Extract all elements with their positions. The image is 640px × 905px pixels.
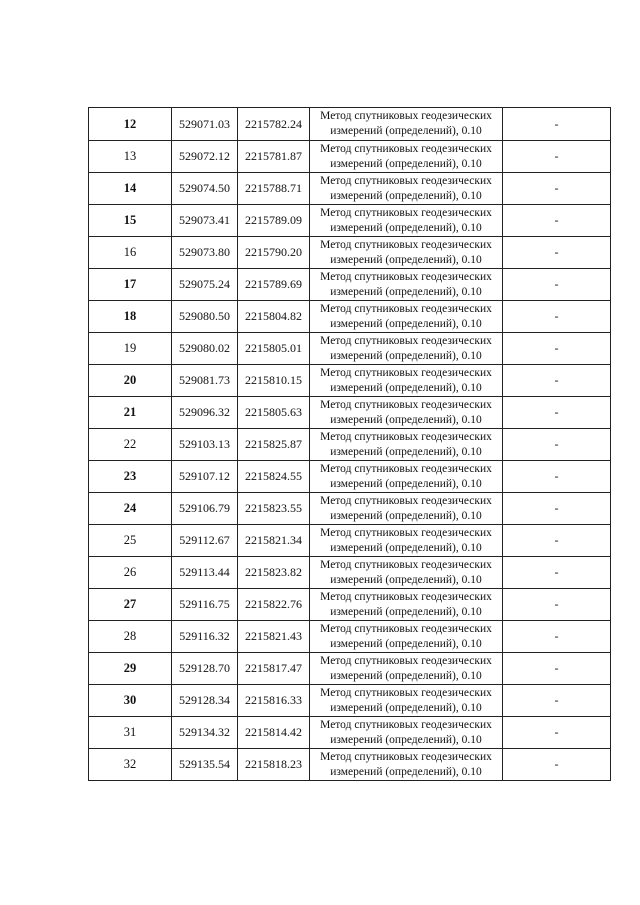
point-number-cell: 29 bbox=[89, 653, 172, 685]
point-number-cell: 28 bbox=[89, 621, 172, 653]
x-coordinate-cell: 529075.24 bbox=[172, 269, 238, 301]
y-coordinate-cell: 2215810.15 bbox=[238, 365, 310, 397]
x-coordinate-cell: 529081.73 bbox=[172, 365, 238, 397]
table-row bbox=[89, 525, 611, 557]
method-cell: Метод спутниковых геодезических измерений (определений), 0.10 bbox=[310, 493, 503, 525]
note-cell: - bbox=[503, 493, 611, 525]
point-number-cell: 14 bbox=[89, 173, 172, 205]
x-coordinate-cell: 529080.02 bbox=[172, 333, 238, 365]
point-number-cell: 26 bbox=[89, 557, 172, 589]
method-cell: Метод спутниковых геодезических измерений (определений), 0.10 bbox=[310, 141, 503, 173]
y-coordinate-cell: 2215789.09 bbox=[238, 205, 310, 237]
table-row bbox=[89, 365, 611, 397]
y-coordinate-cell: 2215823.82 bbox=[238, 557, 310, 589]
x-coordinate-cell: 529073.41 bbox=[172, 205, 238, 237]
y-coordinate-cell: 2215821.34 bbox=[238, 525, 310, 557]
point-number-cell: 23 bbox=[89, 461, 172, 493]
method-cell: Метод спутниковых геодезических измерений (определений), 0.10 bbox=[310, 365, 503, 397]
y-coordinate-cell: 2215822.76 bbox=[238, 589, 310, 621]
y-coordinate-cell: 2215814.42 bbox=[238, 717, 310, 749]
point-number-cell: 20 bbox=[89, 365, 172, 397]
x-coordinate-cell: 529107.12 bbox=[172, 461, 238, 493]
method-cell: Метод спутниковых геодезических измерений (определений), 0.10 bbox=[310, 429, 503, 461]
table-row bbox=[89, 269, 611, 301]
note-cell: - bbox=[503, 653, 611, 685]
x-coordinate-cell: 529116.32 bbox=[172, 621, 238, 653]
method-cell: Метод спутниковых геодезических измерений (определений), 0.10 bbox=[310, 269, 503, 301]
point-number-cell: 30 bbox=[89, 685, 172, 717]
table-row bbox=[89, 141, 611, 173]
method-cell: Метод спутниковых геодезических измерений (определений), 0.10 bbox=[310, 749, 503, 781]
y-coordinate-cell: 2215816.33 bbox=[238, 685, 310, 717]
note-cell: - bbox=[503, 557, 611, 589]
note-cell: - bbox=[503, 525, 611, 557]
y-coordinate-cell: 2215805.01 bbox=[238, 333, 310, 365]
table-row bbox=[89, 493, 611, 525]
y-coordinate-cell: 2215824.55 bbox=[238, 461, 310, 493]
table-row bbox=[89, 589, 611, 621]
table-row bbox=[89, 621, 611, 653]
note-cell: - bbox=[503, 461, 611, 493]
x-coordinate-cell: 529128.70 bbox=[172, 653, 238, 685]
note-cell: - bbox=[503, 205, 611, 237]
table-row bbox=[89, 108, 611, 141]
note-cell: - bbox=[503, 269, 611, 301]
table-row bbox=[89, 397, 611, 429]
table-row bbox=[89, 461, 611, 493]
table-row bbox=[89, 333, 611, 365]
method-cell: Метод спутниковых геодезических измерений (определений), 0.10 bbox=[310, 397, 503, 429]
note-cell: - bbox=[503, 237, 611, 269]
y-coordinate-cell: 2215818.23 bbox=[238, 749, 310, 781]
point-number-cell: 27 bbox=[89, 589, 172, 621]
method-cell: Метод спутниковых геодезических измерений (определений), 0.10 bbox=[310, 525, 503, 557]
point-number-cell: 32 bbox=[89, 749, 172, 781]
note-cell: - bbox=[503, 717, 611, 749]
point-number-cell: 22 bbox=[89, 429, 172, 461]
note-cell: - bbox=[503, 333, 611, 365]
x-coordinate-cell: 529103.13 bbox=[172, 429, 238, 461]
point-number-cell: 18 bbox=[89, 301, 172, 333]
y-coordinate-cell: 2215782.24 bbox=[238, 108, 310, 141]
point-number-cell: 24 bbox=[89, 493, 172, 525]
y-coordinate-cell: 2215788.71 bbox=[238, 173, 310, 205]
method-cell: Метод спутниковых геодезических измерений (определений), 0.10 bbox=[310, 685, 503, 717]
table-row bbox=[89, 237, 611, 269]
x-coordinate-cell: 529112.67 bbox=[172, 525, 238, 557]
method-cell: Метод спутниковых геодезических измерений (определений), 0.10 bbox=[310, 301, 503, 333]
method-cell: Метод спутниковых геодезических измерений (определений), 0.10 bbox=[310, 205, 503, 237]
point-number-cell: 31 bbox=[89, 717, 172, 749]
x-coordinate-cell: 529135.54 bbox=[172, 749, 238, 781]
y-coordinate-cell: 2215817.47 bbox=[238, 653, 310, 685]
note-cell: - bbox=[503, 685, 611, 717]
point-number-cell: 15 bbox=[89, 205, 172, 237]
x-coordinate-cell: 529106.79 bbox=[172, 493, 238, 525]
note-cell: - bbox=[503, 749, 611, 781]
x-coordinate-cell: 529096.32 bbox=[172, 397, 238, 429]
table-row bbox=[89, 749, 611, 781]
method-cell: Метод спутниковых геодезических измерений (определений), 0.10 bbox=[310, 717, 503, 749]
note-cell: - bbox=[503, 173, 611, 205]
point-number-cell: 19 bbox=[89, 333, 172, 365]
y-coordinate-cell: 2215781.87 bbox=[238, 141, 310, 173]
table-row bbox=[89, 717, 611, 749]
point-number-cell: 25 bbox=[89, 525, 172, 557]
y-coordinate-cell: 2215823.55 bbox=[238, 493, 310, 525]
table-row bbox=[89, 205, 611, 237]
x-coordinate-cell: 529073.80 bbox=[172, 237, 238, 269]
y-coordinate-cell: 2215825.87 bbox=[238, 429, 310, 461]
table-row bbox=[89, 653, 611, 685]
coordinates-table-body bbox=[89, 108, 611, 781]
table-row bbox=[89, 173, 611, 205]
point-number-cell: 17 bbox=[89, 269, 172, 301]
method-cell: Метод спутниковых геодезических измерений (определений), 0.10 bbox=[310, 621, 503, 653]
point-number-cell: 21 bbox=[89, 397, 172, 429]
note-cell: - bbox=[503, 397, 611, 429]
y-coordinate-cell: 2215804.82 bbox=[238, 301, 310, 333]
table-row bbox=[89, 301, 611, 333]
method-cell: Метод спутниковых геодезических измерений (определений), 0.10 bbox=[310, 557, 503, 589]
point-number-cell: 12 bbox=[89, 108, 172, 141]
y-coordinate-cell: 2215805.63 bbox=[238, 397, 310, 429]
note-cell: - bbox=[503, 429, 611, 461]
x-coordinate-cell: 529116.75 bbox=[172, 589, 238, 621]
point-number-cell: 16 bbox=[89, 237, 172, 269]
method-cell: Метод спутниковых геодезических измерений (определений), 0.10 bbox=[310, 589, 503, 621]
method-cell: Метод спутниковых геодезических измерений (определений), 0.10 bbox=[310, 653, 503, 685]
method-cell: Метод спутниковых геодезических измерений (определений), 0.10 bbox=[310, 333, 503, 365]
x-coordinate-cell: 529128.34 bbox=[172, 685, 238, 717]
x-coordinate-cell: 529113.44 bbox=[172, 557, 238, 589]
x-coordinate-cell: 529072.12 bbox=[172, 141, 238, 173]
method-cell: Метод спутниковых геодезических измерений (определений), 0.10 bbox=[310, 108, 503, 141]
note-cell: - bbox=[503, 301, 611, 333]
table-row bbox=[89, 685, 611, 717]
note-cell: - bbox=[503, 589, 611, 621]
point-number-cell: 13 bbox=[89, 141, 172, 173]
x-coordinate-cell: 529074.50 bbox=[172, 173, 238, 205]
method-cell: Метод спутниковых геодезических измерений (определений), 0.10 bbox=[310, 237, 503, 269]
x-coordinate-cell: 529080.50 bbox=[172, 301, 238, 333]
note-cell: - bbox=[503, 621, 611, 653]
y-coordinate-cell: 2215821.43 bbox=[238, 621, 310, 653]
method-cell: Метод спутниковых геодезических измерений (определений), 0.10 bbox=[310, 173, 503, 205]
coordinates-table bbox=[88, 107, 611, 781]
table-row bbox=[89, 557, 611, 589]
table-row bbox=[89, 429, 611, 461]
x-coordinate-cell: 529134.32 bbox=[172, 717, 238, 749]
method-cell: Метод спутниковых геодезических измерений (определений), 0.10 bbox=[310, 461, 503, 493]
note-cell: - bbox=[503, 108, 611, 141]
note-cell: - bbox=[503, 141, 611, 173]
x-coordinate-cell: 529071.03 bbox=[172, 108, 238, 141]
note-cell: - bbox=[503, 365, 611, 397]
y-coordinate-cell: 2215789.69 bbox=[238, 269, 310, 301]
y-coordinate-cell: 2215790.20 bbox=[238, 237, 310, 269]
